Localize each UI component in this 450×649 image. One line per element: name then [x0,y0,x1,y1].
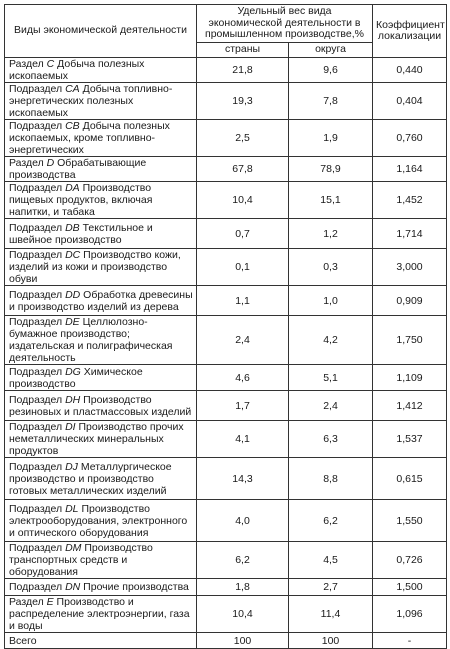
country-share-cell: 14,3 [197,458,289,500]
header-activity: Виды экономической деятельности [5,5,197,58]
district-share-cell: 6,2 [289,500,373,542]
section-code: DB [65,221,80,234]
header-coefficient: Коэффициент локализации [373,5,447,58]
table-row [5,219,447,249]
table-row [5,458,447,500]
country-share-cell: 4,1 [197,421,289,458]
activity-name-cell [5,579,197,596]
section-label: Подраздел [9,120,66,132]
document-page [4,4,446,649]
section-label: Подраздел [9,365,66,378]
section-label: Подраздел [9,221,66,234]
activity-name: Производство кожи, изделий из кожи и производство обуви [9,249,181,285]
activity-name: Производство и распределение электроэнергии, газа и воды [9,596,190,632]
coefficient-cell: 3,000 [373,249,447,286]
table-row [5,365,447,391]
activity-name-cell [5,633,197,649]
activity-name: Обработка древесины и производство изделий из дерева [9,288,193,313]
section-label: Раздел [9,157,47,169]
coefficient-cell: 0,909 [373,286,447,316]
coefficient-cell: 1,164 [373,157,447,182]
coefficient-cell: 0,615 [373,458,447,500]
district-share-cell: 8,8 [289,458,373,500]
activity-name-cell [5,120,197,157]
activity-name: Целлюлозно-бумажное производство; издательская и полиграфическая деятельность [9,316,173,364]
section-code: CB [65,120,80,132]
table-row [5,421,447,458]
district-share-cell: 100 [289,633,373,649]
coefficient-cell: 1,452 [373,182,447,219]
district-share-cell: 11,4 [289,596,373,633]
section-label: Раздел [9,58,47,70]
section-code: D [46,157,55,169]
activity-name: Производство пищевых продуктов, включая напитки, и табака [9,182,153,218]
table-row [5,500,447,542]
coefficient-cell: 1,550 [373,500,447,542]
coefficient-cell: 0,404 [373,83,447,120]
activity-name-cell [5,83,197,120]
district-share-cell: 9,6 [289,58,373,83]
section-label: Подраздел [9,316,66,328]
table-row [5,596,447,633]
section-code: C [46,58,55,70]
table-row [5,157,447,182]
activity-name-cell [5,219,197,249]
activity-name: Текстильное и швейное производство [9,221,153,246]
country-share-cell: 2,4 [197,316,289,365]
section-label: Подраздел [9,460,66,473]
table-row [5,182,447,219]
section-code: E [46,596,54,608]
activity-name-cell [5,500,197,542]
activity-name: Добыча полезных ископаемых, кроме топливно-энергетических [9,120,170,156]
table-row [5,83,447,120]
section-code: DD [65,288,81,301]
activity-name-cell [5,596,197,633]
country-share-cell: 21,8 [197,58,289,83]
activity-name-cell [5,58,197,83]
table-row [5,120,447,157]
country-share-cell: 1,7 [197,391,289,421]
table-row [5,542,447,579]
section-label: Раздел [9,596,47,608]
table-row [5,633,447,649]
district-share-cell: 4,2 [289,316,373,365]
coefficient-cell: 0,760 [373,120,447,157]
section-label: Подраздел [9,393,66,406]
section-code: DJ [65,460,78,473]
country-share-cell: 0,7 [197,219,289,249]
section-code: DE [65,316,80,328]
section-label: Подраздел [9,581,66,593]
table-row [5,58,447,83]
section-label: Подраздел [9,542,66,554]
table-row [5,579,447,596]
district-share-cell: 2,4 [289,391,373,421]
district-share-cell: 1,2 [289,219,373,249]
coefficient-cell: 1,096 [373,596,447,633]
header-share: Удельный вес вида экономической деятельности в промышленном производстве,% [197,5,373,43]
header-district: округа [289,43,373,58]
district-share-cell: 4,5 [289,542,373,579]
section-label: Подраздел [9,421,66,433]
country-share-cell: 4,6 [197,365,289,391]
coefficient-cell: 1,500 [373,579,447,596]
activity-name-cell [5,182,197,219]
activity-name-cell [5,458,197,500]
section-code: DM [65,542,82,554]
activity-name-cell [5,421,197,458]
section-label: Подраздел [9,249,66,261]
section-code: DG [65,365,81,378]
section-label: Подраздел [9,502,66,515]
country-share-cell: 4,0 [197,500,289,542]
district-share-cell: 1,9 [289,120,373,157]
country-share-cell: 1,1 [197,286,289,316]
section-label: Подраздел [9,288,66,301]
activity-name-cell [5,316,197,365]
section-code: CA [65,83,80,95]
activity-name: Добыча топливно-энергетических полезных ископаемых [9,83,173,119]
country-share-cell: 0,1 [197,249,289,286]
table-row [5,249,447,286]
activity-name: Металлургическое производство и производство готовых металлических изделий [9,460,172,497]
district-share-cell: 7,8 [289,83,373,120]
table-row [5,391,447,421]
table-body [5,58,447,649]
activity-name-cell [5,365,197,391]
section-code: DI [65,421,76,433]
country-share-cell: 19,3 [197,83,289,120]
activity-name: Прочие производства [80,581,189,593]
table-row [5,316,447,365]
activity-name: Производство электрооборудования, электронного и оптического оборудования [9,502,188,539]
district-share-cell: 78,9 [289,157,373,182]
district-share-cell: 6,3 [289,421,373,458]
country-share-cell: 2,5 [197,120,289,157]
activity-name: Химическое производство [9,365,143,390]
activity-name-cell [5,157,197,182]
header-country: страны [197,43,289,58]
activity-name: Всего [9,634,37,647]
activity-name: Производство резиновых и пластмассовых изделий [9,393,192,418]
coefficient-cell: 1,714 [373,219,447,249]
coefficient-cell: 1,109 [373,365,447,391]
district-share-cell: 2,7 [289,579,373,596]
section-code: DA [65,182,80,194]
district-share-cell: 15,1 [289,182,373,219]
section-code: DN [65,581,81,593]
activity-name-cell [5,249,197,286]
coefficient-cell: 0,440 [373,58,447,83]
localization-table [4,4,447,649]
activity-name: Производство прочих неметаллических минеральных продуктов [9,421,184,457]
activity-name-cell [5,391,197,421]
table-row [5,286,447,316]
country-share-cell: 1,8 [197,579,289,596]
country-share-cell: 6,2 [197,542,289,579]
section-label: Подраздел [9,182,66,194]
section-code: DC [65,249,81,261]
country-share-cell: 10,4 [197,182,289,219]
coefficient-cell: 0,726 [373,542,447,579]
country-share-cell: 10,4 [197,596,289,633]
coefficient-cell: 1,750 [373,316,447,365]
section-code: DH [65,393,81,406]
activity-name: Добыча полезных ископаемых [9,58,145,82]
district-share-cell: 0,3 [289,249,373,286]
district-share-cell: 5,1 [289,365,373,391]
coefficient-cell: 1,537 [373,421,447,458]
activity-name: Обрабатывающие производства [9,157,147,181]
coefficient-cell: - [373,633,447,649]
country-share-cell: 100 [197,633,289,649]
coefficient-cell: 1,412 [373,391,447,421]
section-code: DL [65,502,79,515]
activity-name: Производство транспортных средств и оборудования [9,542,153,578]
district-share-cell: 1,0 [289,286,373,316]
section-label: Подраздел [9,83,66,95]
activity-name-cell [5,286,197,316]
country-share-cell: 67,8 [197,157,289,182]
activity-name-cell [5,542,197,579]
